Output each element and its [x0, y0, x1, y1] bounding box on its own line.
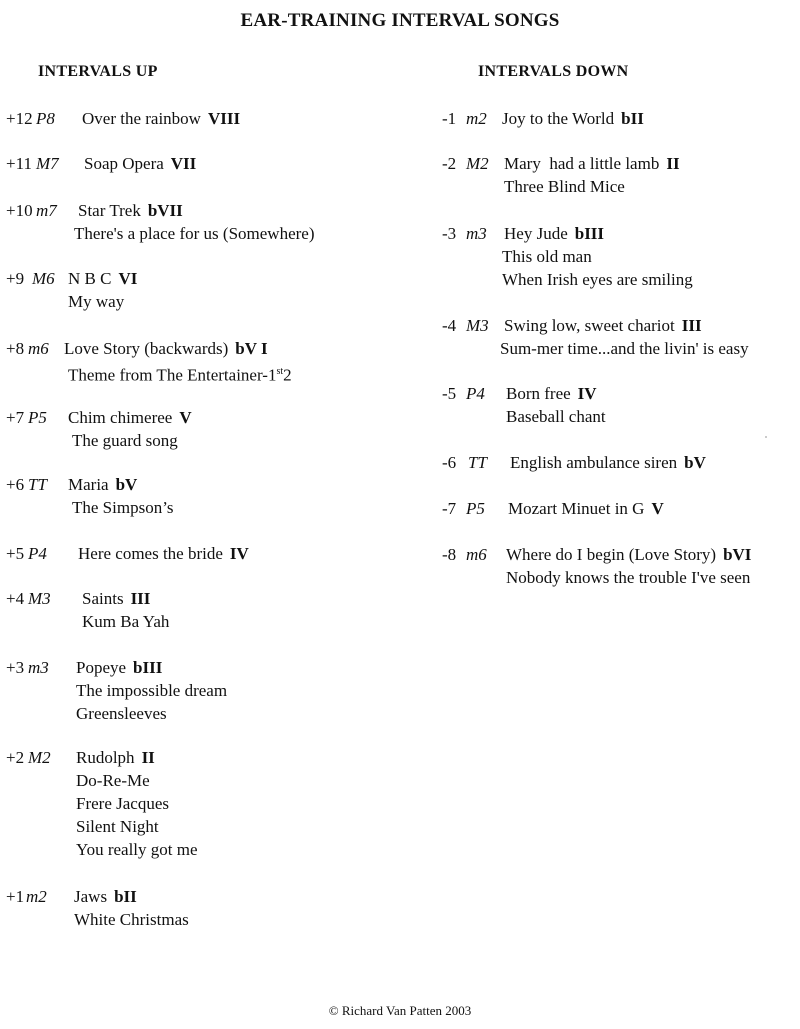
song-title: Joy to the World [502, 109, 615, 128]
scale-degree: bII [114, 887, 137, 906]
song-title: Chim chimeree [68, 408, 173, 427]
interval-number: -4 [442, 316, 457, 335]
scale-degree: VI [118, 269, 138, 288]
song-title: Rudolph [76, 748, 135, 767]
interval-quality: P4 [466, 384, 485, 403]
interval-number: +12 [6, 109, 33, 128]
song-title: Born free [506, 384, 571, 403]
interval-entry [6, 107, 240, 130]
scale-degree: VII [170, 154, 197, 173]
additional-song: Frere Jacques [76, 794, 169, 813]
interval-number: -1 [442, 109, 457, 128]
interval-quality: m7 [36, 201, 57, 220]
interval-entry [442, 314, 749, 360]
interval-main-line [442, 497, 664, 520]
interval-number: -6 [442, 453, 457, 472]
interval-main-line [6, 542, 249, 565]
additional-song: Do-Re-Me [76, 771, 150, 790]
ordinal-suffix: st [276, 366, 284, 377]
page-title: EAR-TRAINING INTERVAL SONGS [240, 10, 560, 31]
song-title: Over the rainbow [82, 109, 201, 128]
additional-song: Silent Night [76, 817, 159, 836]
additional-song: White Christmas [74, 910, 189, 929]
interval-quality: m3 [466, 224, 487, 243]
interval-quality: M6 [32, 269, 55, 288]
interval-quality: m2 [466, 109, 487, 128]
interval-main-line [6, 107, 240, 130]
interval-quality: TT [468, 453, 487, 472]
additional-song [6, 360, 292, 387]
interval-main-line [6, 656, 227, 679]
additional-song: Three Blind Mice [504, 177, 625, 196]
scale-degree: II [666, 154, 680, 173]
interval-main-line [442, 314, 749, 337]
additional-song: My way [68, 292, 125, 311]
interval-main-line [442, 152, 680, 175]
additional-song: Sum-mer time...and the livin' is easy [500, 339, 749, 358]
additional-song: Greensleeves [76, 704, 167, 723]
song-title: Maria [68, 475, 109, 494]
interval-main-line [6, 152, 196, 175]
interval-main-line [442, 222, 693, 245]
additional-song: Kum Ba Yah [82, 612, 170, 631]
interval-number: +4 [6, 589, 25, 608]
interval-entry [6, 267, 137, 313]
additional-song: The guard song [72, 431, 178, 450]
additional-song: When Irish eyes are smiling [502, 270, 693, 289]
scale-degree: bIII [574, 224, 605, 243]
song-title: Soap Opera [84, 154, 164, 173]
scale-degree: III [130, 589, 151, 608]
additional-song-text: Theme from The Entertainer-1 [68, 365, 277, 385]
interval-main-line [6, 199, 314, 222]
interval-quality: M3 [466, 316, 489, 335]
additional-song: You really got me [76, 840, 198, 859]
additional-song: The Simpson’s [72, 498, 174, 517]
interval-entry [442, 222, 693, 291]
song-title: English ambulance siren [510, 453, 678, 472]
interval-number: +1 [6, 887, 25, 906]
interval-number: -8 [442, 545, 457, 564]
intervals-down-header: INTERVALS DOWN [478, 63, 629, 80]
interval-number: -2 [442, 154, 457, 173]
song-title: Here comes the bride [78, 544, 223, 563]
interval-entry [6, 885, 189, 931]
interval-main-line [442, 451, 706, 474]
interval-quality: TT [28, 475, 47, 494]
scale-degree: VIII [207, 109, 241, 128]
scale-degree: bII [621, 109, 644, 128]
interval-quality: M2 [466, 154, 489, 173]
interval-quality: m3 [28, 658, 49, 677]
interval-number: +11 [6, 154, 32, 173]
scale-degree: bV [115, 475, 138, 494]
interval-number: +3 [6, 658, 25, 677]
interval-quality: M2 [28, 748, 51, 767]
interval-quality: M3 [28, 589, 51, 608]
interval-entry [442, 152, 680, 198]
interval-number: -5 [442, 384, 457, 403]
scale-degree: bIII [133, 658, 163, 677]
copyright-footer: © Richard Van Patten 2003 [328, 1003, 472, 1018]
interval-main-line [6, 406, 192, 429]
interval-entry [442, 451, 706, 474]
interval-main-line [6, 746, 198, 769]
interval-entry [6, 152, 196, 175]
song-title: Hey Jude [504, 224, 568, 243]
interval-entry [6, 587, 169, 633]
scale-degree: III [681, 316, 702, 335]
interval-quality: P8 [36, 109, 55, 128]
interval-number: -3 [442, 224, 457, 243]
interval-main-line [442, 543, 751, 566]
song-title: Swing low, sweet chariot [504, 316, 675, 335]
interval-entry [6, 406, 192, 452]
scale-degree: IV [577, 384, 597, 403]
additional-song: This old man [502, 247, 592, 266]
scale-degree: bVI [723, 545, 752, 564]
additional-song: Nobody knows the trouble I've seen [506, 568, 751, 587]
interval-main-line [6, 267, 137, 290]
interval-quality: m6 [28, 339, 49, 358]
additional-song: There's a place for us (Somewhere) [74, 224, 315, 243]
interval-entry [442, 543, 751, 589]
scale-degree: V [651, 499, 664, 518]
additional-song: The impossible dream [76, 681, 228, 700]
song-title: Mozart Minuet in G [508, 499, 645, 518]
interval-main-line [442, 107, 644, 130]
interval-number: +6 [6, 475, 25, 494]
interval-entry [6, 656, 227, 725]
scale-degree: bV I [235, 339, 268, 358]
interval-quality: P5 [28, 408, 47, 427]
interval-quality: P5 [466, 499, 485, 518]
interval-number: +8 [6, 339, 25, 358]
song-title: Love Story (backwards) [64, 339, 229, 358]
interval-entry [6, 542, 249, 565]
interval-main-line [442, 382, 606, 405]
interval-entry [442, 382, 606, 428]
scale-degree: bV [684, 453, 706, 472]
interval-number: +9 [6, 269, 25, 288]
interval-main-line [6, 885, 189, 908]
additional-song-text: 2 [283, 365, 292, 385]
song-title: N B C [68, 269, 112, 288]
interval-entry [6, 473, 174, 519]
interval-quality: m2 [26, 887, 47, 906]
song-title: Popeye [76, 658, 127, 677]
interval-entry [442, 107, 644, 130]
interval-number: +7 [6, 408, 25, 427]
song-title: Mary had a little lamb [504, 154, 660, 173]
song-title: Saints [82, 589, 124, 608]
interval-number: -7 [442, 499, 457, 518]
interval-main-line [6, 587, 169, 610]
song-title: Where do I begin (Love Story) [506, 545, 717, 564]
interval-entry [6, 337, 292, 387]
interval-entry [6, 199, 314, 245]
interval-entry [6, 746, 198, 861]
interval-number: +10 [6, 201, 33, 220]
scan-speck [765, 436, 767, 438]
interval-quality: M7 [36, 154, 59, 173]
interval-number: +5 [6, 544, 25, 563]
additional-song: Baseball chant [506, 407, 606, 426]
interval-main-line [6, 473, 174, 496]
interval-entry [442, 497, 664, 520]
interval-quality: P4 [28, 544, 47, 563]
scale-degree: II [141, 748, 155, 767]
interval-main-line [6, 337, 292, 360]
intervals-up-header: INTERVALS UP [38, 63, 158, 80]
song-title: Star Trek [78, 201, 141, 220]
scale-degree: bVII [147, 201, 183, 220]
interval-number: +2 [6, 748, 25, 767]
scale-degree: V [179, 408, 192, 427]
scale-degree: IV [229, 544, 249, 563]
interval-quality: m6 [466, 545, 487, 564]
song-title: Jaws [74, 887, 108, 906]
